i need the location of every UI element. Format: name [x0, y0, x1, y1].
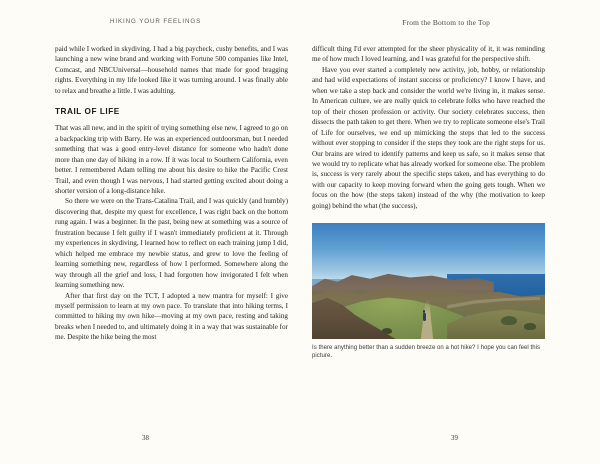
- page-columns: [0, 44, 600, 361]
- photo-caption: Is there anything better than a sudden breeze on a hot hike? I hope you can feel this picture.: [312, 345, 541, 360]
- paragraph: difficult thing I'd ever attempted for the sheer physicality of it, it was reminding me of how much I loved learning, and I was grateful for the perspective shift.: [312, 45, 545, 64]
- photo-shrub: [524, 323, 536, 330]
- paragraph: That was all new, and in the spirit of trying something else new, I agreed to go on a backpacking trip with Barry. He was an experienced outdoorsman, but I needed something that was a good entry-level distance for someone who hadn't done more than one day of hiking in a row. If it was local to Southern California, even better. I remembered Adam telling me about his desire to hike the Pacific Crest Trail, and even though I was nervous, I had started getting excited about doing a shorter version of a long-distance hike.: [55, 124, 288, 195]
- page-number-left: 38: [142, 434, 149, 442]
- section-heading: TRAIL OF LIFE: [55, 107, 120, 117]
- left-page-column: [55, 44, 288, 361]
- photo-figure: [312, 223, 545, 360]
- running-head-left: HIKING YOUR FEELINGS: [110, 18, 202, 25]
- page-number-right: 39: [451, 434, 458, 442]
- photo-shrub: [382, 328, 392, 334]
- photo-hiker-figure: [423, 313, 426, 321]
- paragraph: paid while I worked in skydiving. I had a big paycheck, cushy benefits, and I was launching a new wine brand and working with Fortune 500 companies like Intel, Comcast, and NBCUniversal—household names that made for good bragging rights. Everything in my life looked like it was turning around. I was finally able to relax and breathe a little. I was adulting.: [55, 45, 288, 95]
- catalina-coastal-trail-photo: [312, 223, 545, 339]
- paragraph: After that first day on the TCT, I adopted a new mantra for myself: I give myself permission to learn at my own pace. To translate that into hiking terms, I committed to hiking my own hike—moving at my own pace, resting and taking breaks when I needed to, and ultimately doing it in a way that was sustainable for me. Despite the hike being the most: [55, 291, 288, 342]
- photo-sky: [312, 223, 545, 279]
- photo-shrub: [501, 316, 517, 325]
- paragraph: So there we were on the Trans-Catalina Trail, and I was quickly (and humbly) discovering that, despite my quest for excellence, I was right back on the bottom rung again. I was a beginner. In the past, being new at something was a source of frustration because I felt guilty if I wasn't immediately proficient at it. Through my experiences in skydiving, I learned how to reflect on each training jump I did, which helped me embrace my newbie status, and grew to love the feeling of learning something new, regardless of how I performed. Somewhere along the way through all the grief and loss, I had forgotten how invigorated I felt when learning something new.: [55, 197, 288, 290]
- paragraph: Have you ever started a completely new activity, job, hobby, or relationship and had wild expectations of instant success or proficiency? I know I have, and when we take a step back and consider the world we're living in, it makes sense. In American culture, we are really quick to celebrate folks who have reached the top of their chosen profession or activity. Our society celebrates success, then dissects the path taken to get there. When we try to replicate someone else's Trail of Life for ourselves, we end up mimicking the steps that led to the success without ever stopping to consider if the steps they took are the right steps for us. Our brains are wired to identify patterns and keep us safe, so it makes sense that we would try to replicate what has already worked for someone else. The problem is, success is very rarely about the specific steps taken, and has everything to do with our capacity to keep moving forward when the going gets tough. When we focus on the how (the steps taken) instead of the why (the motivation to keep going) behind the what (the success),: [312, 65, 545, 210]
- running-head-right: From the Bottom to the Top: [402, 18, 490, 27]
- right-page-column: [312, 44, 545, 361]
